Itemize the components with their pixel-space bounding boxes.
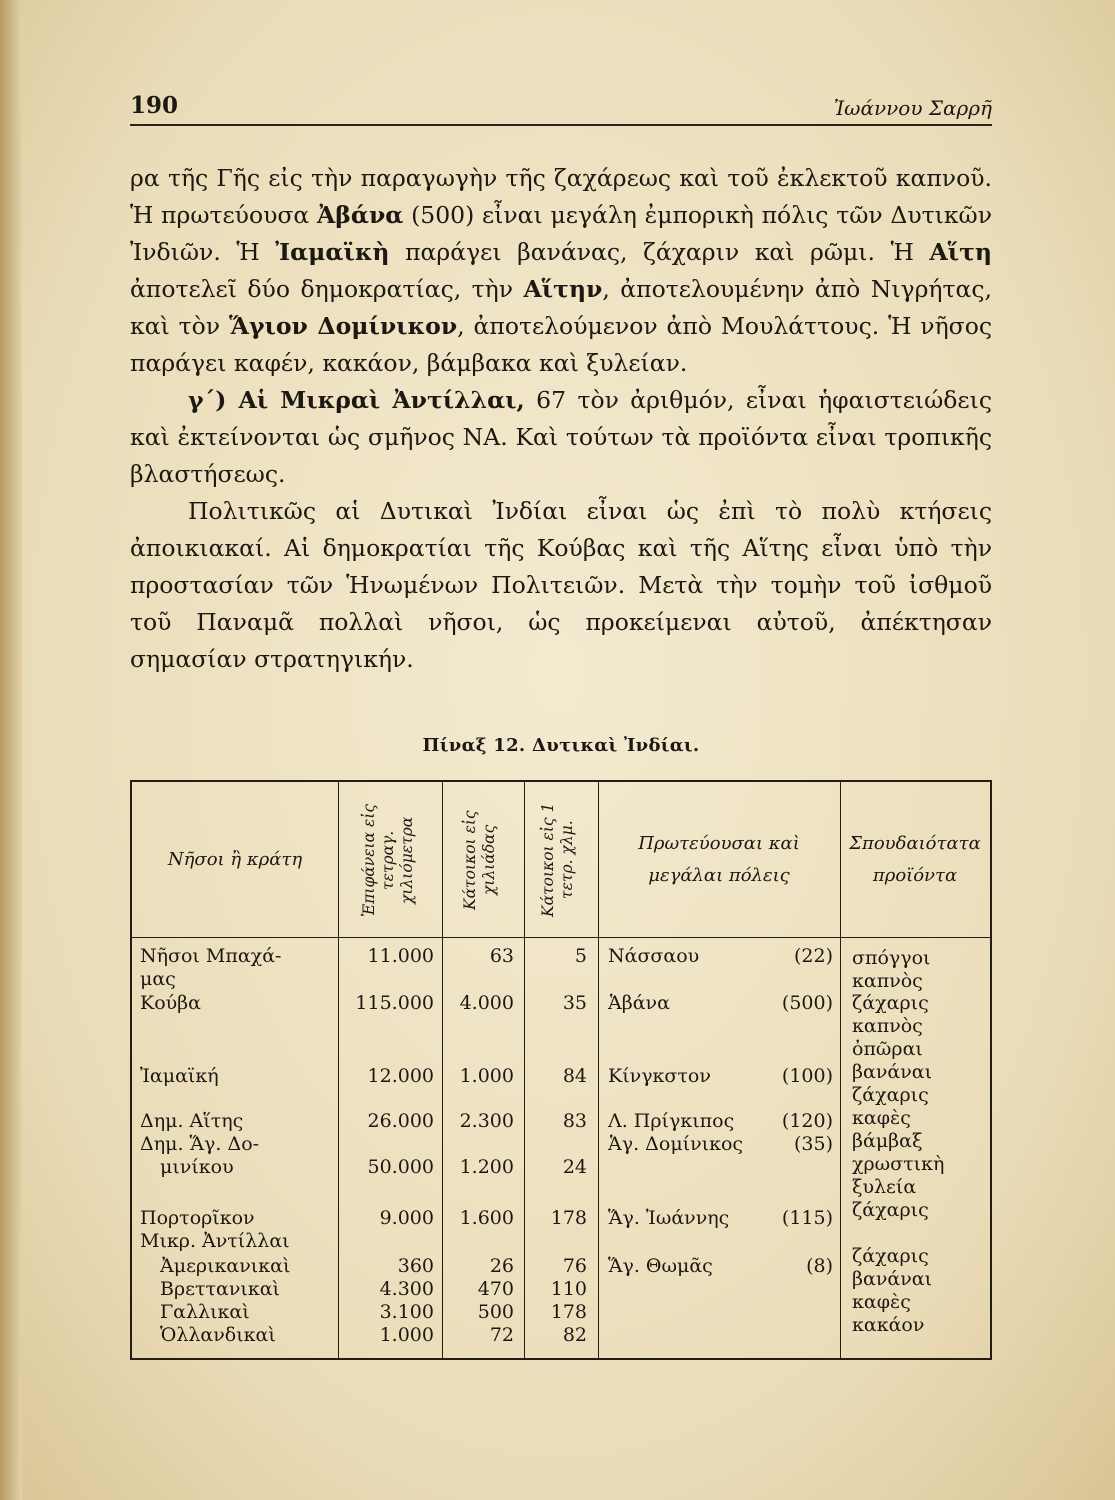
product-item: καφὲς <box>852 1107 911 1129</box>
page-number: 190 <box>130 92 179 119</box>
product-item: ζάχαρις <box>852 1199 929 1221</box>
product-item: ζάχαρις <box>852 1245 929 1267</box>
text-run: παράγει βανάνας, ζάχαριν καὶ ρῶμι. Ἡ <box>389 238 930 266</box>
city-name: Κίνγκστον <box>608 1065 711 1087</box>
row-name: Κούβα <box>140 992 201 1014</box>
row-density: 76 <box>562 1255 587 1277</box>
row-area: 3.100 <box>379 1301 434 1323</box>
city-population: (120) <box>781 1110 833 1132</box>
row-name: Μικρ. Ἀντίλλαι <box>140 1230 290 1252</box>
header-population-cell <box>442 790 524 930</box>
row-population: 500 <box>477 1301 514 1323</box>
bold-term: γ΄) Αἱ Μικραὶ Ἀντίλλαι, <box>188 386 525 414</box>
city-population: (35) <box>793 1133 833 1155</box>
row-name: Δημ. Ἅγ. Δο- <box>140 1133 260 1155</box>
row-density: 83 <box>562 1110 587 1132</box>
city-population: (8) <box>806 1255 833 1277</box>
product-item: ξυλεία <box>852 1176 917 1198</box>
city-population: (115) <box>781 1207 833 1229</box>
text-run: ρα τῆς Γῆς εἰς τὴν παραγωγὴν τῆς ζαχάρεως καὶ τοῦ ἐκλεκτοῦ καπνοῦ. Ἡ πρωτεύουσα <box>130 164 992 229</box>
row-area: 1.000 <box>379 1324 434 1346</box>
product-item: καπνὸς <box>852 970 923 992</box>
header-density-cell <box>524 790 598 930</box>
row-population: 2.300 <box>459 1110 514 1132</box>
row-name: μας <box>140 968 176 990</box>
table-caption: Πίναξ 12. Δυτικαὶ Ἰνδίαι. <box>422 735 700 756</box>
row-population: 26 <box>489 1255 514 1277</box>
text-run: , ἀποτελουμένην ἀπὸ Νιγρήτας, καὶ τὸν <box>130 275 992 340</box>
header-area-cell <box>338 790 442 930</box>
row-density: 82 <box>562 1324 587 1346</box>
row-name: Γαλλικαὶ <box>160 1301 250 1323</box>
row-area: 9.000 <box>379 1207 434 1229</box>
header-products: Σπουδαιότατα προϊόντα <box>849 832 981 886</box>
header-area: Ἐπιφάνεια εἰς τετραγ. χιλιόμετρα <box>360 803 416 917</box>
row-population: 1.600 <box>459 1207 514 1229</box>
row-area: 12.000 <box>367 1065 434 1087</box>
row-city <box>608 1207 833 1229</box>
row-population: 1.000 <box>459 1065 514 1087</box>
row-name: Ἀμερικανικαὶ <box>160 1255 291 1277</box>
product-item: καφὲς <box>852 1291 911 1313</box>
bold-term: Αἵτην <box>523 275 603 303</box>
product-item: κακάον <box>852 1314 925 1336</box>
row-area: 115.000 <box>355 992 434 1014</box>
row-population: 4.000 <box>459 992 514 1014</box>
product-item: βάμβαξ <box>852 1130 923 1152</box>
bold-term: Ἰαμαϊκὴ <box>275 238 390 266</box>
row-area: 4.300 <box>379 1278 434 1300</box>
row-population: 63 <box>489 945 514 967</box>
city-name: Ἅγ. Θωμᾶς <box>608 1255 713 1277</box>
product-item: ζάχαρις <box>852 992 929 1014</box>
row-city <box>608 1065 833 1087</box>
header-name: Νῆσοι ἢ κράτη <box>167 848 303 870</box>
text-run: , ἀποτελούμενον ἀπὸ Μουλάττους. Ἡ νῆσος παράγει καφέν, κακάον, βάμβακα καὶ ξυλείαν. <box>130 312 993 377</box>
running-title: Ἰωάννου Σαρρῆ <box>833 96 992 120</box>
city-name: Ἁγ. Δομίνικος <box>608 1133 744 1155</box>
row-density: 84 <box>562 1065 587 1087</box>
product-item: χρωστικὴ <box>852 1153 945 1175</box>
city-population: (500) <box>781 992 833 1014</box>
row-city <box>608 1133 833 1155</box>
city-name: Ἁβάνα <box>608 992 670 1014</box>
row-name: μινίκου <box>160 1156 234 1178</box>
header-cities: Πρωτεύουσαι καὶ μεγάλαι πόλεις <box>638 832 800 886</box>
header-density: Κάτοικοι εἰς 1 τετρ. χλμ. <box>539 802 576 918</box>
text-run: 67 τὸν ἀριθμόν, εἶναι ἡφαιστειώδεις καὶ ἐκτείνονται ὡς σμῆνος ΝΑ. Καὶ τούτων τὰ προϊόντα εἶναι τροπικῆς βλαστήσεως. <box>130 386 992 488</box>
row-population: 1.200 <box>459 1156 514 1178</box>
row-city <box>608 1255 833 1277</box>
data-table <box>130 780 992 1360</box>
row-city <box>608 945 833 967</box>
product-item: ὀπῶραι <box>852 1038 923 1060</box>
city-population: (100) <box>781 1065 833 1087</box>
paragraph-2 <box>130 382 992 493</box>
row-name: Νῆσοι Μπαχά- <box>140 945 282 967</box>
bold-term: Ἀβάνα <box>317 201 404 229</box>
row-name: Βρεττανικαὶ <box>160 1278 280 1300</box>
paragraph-1 <box>130 160 992 382</box>
text-run: (500) εἶναι μεγάλη ἐμπορικὴ πόλις τῶν Δυτικῶν Ἰνδιῶν. Ἡ <box>130 201 992 266</box>
bold-term: Ἅγιον Δομίνικον <box>228 312 458 340</box>
row-city <box>608 1110 833 1132</box>
row-density: 178 <box>550 1301 587 1323</box>
row-area: 11.000 <box>367 945 434 967</box>
product-item: σπόγγοι <box>852 947 931 969</box>
row-density: 110 <box>550 1278 587 1300</box>
city-name: Νάσσαου <box>608 945 700 967</box>
book-spine-shadow <box>0 0 22 1500</box>
row-name: Ἰαμαϊκή <box>140 1065 219 1087</box>
row-area: 50.000 <box>367 1156 434 1178</box>
header-divider <box>132 937 990 938</box>
row-area: 360 <box>397 1255 434 1277</box>
product-item: ζάχαρις <box>852 1084 929 1106</box>
row-name: Ὁλλανδικαὶ <box>160 1324 276 1346</box>
row-density: 5 <box>574 945 587 967</box>
page-header <box>130 88 992 126</box>
product-item: βανάναι <box>852 1061 933 1083</box>
paragraph-3: Πολιτικῶς αἱ Δυτικαὶ Ἰνδίαι εἶναι ὡς ἐπὶ τὸ πολὺ κτήσεις ἀποικιακαί. Αἱ δημοκρατίαι τῆς Κούβας καὶ τῆς Αἵτης εἶναι ὑπὸ τὴν προστασίαν τῶν Ἡνωμένων Πολιτειῶν. Μετὰ τὴν τομὴν τοῦ ἰσθμοῦ τοῦ Παναμᾶ πολλαὶ νῆσοι, ὡς προκείμεναι αὐτοῦ, ἀπέκτησαν σημασίαν στρατηγικήν. <box>130 497 992 673</box>
product-item: καπνὸς <box>852 1015 923 1037</box>
city-name: Λ. Πρίγκιπος <box>608 1110 735 1132</box>
header-population: Κάτοικοι εἰς χιλιάδας <box>461 810 498 910</box>
text-run: ἀποτελεῖ δύο δημοκρατίας, τὴν <box>130 275 524 303</box>
row-name: Πορτορῖκον <box>140 1207 255 1229</box>
product-item: βανάναι <box>852 1268 933 1290</box>
city-population: (22) <box>793 945 833 967</box>
row-name: Δημ. Αἵτης <box>140 1110 244 1132</box>
body-text <box>130 160 992 678</box>
row-city <box>608 992 833 1014</box>
row-population: 72 <box>489 1324 514 1346</box>
row-density: 24 <box>562 1156 587 1178</box>
city-name: Ἅγ. Ἰωάννης <box>608 1207 730 1229</box>
row-density: 178 <box>550 1207 587 1229</box>
bold-term: Αἵτη <box>929 238 992 266</box>
row-population: 470 <box>477 1278 514 1300</box>
row-area: 26.000 <box>367 1110 434 1132</box>
row-density: 35 <box>562 992 587 1014</box>
